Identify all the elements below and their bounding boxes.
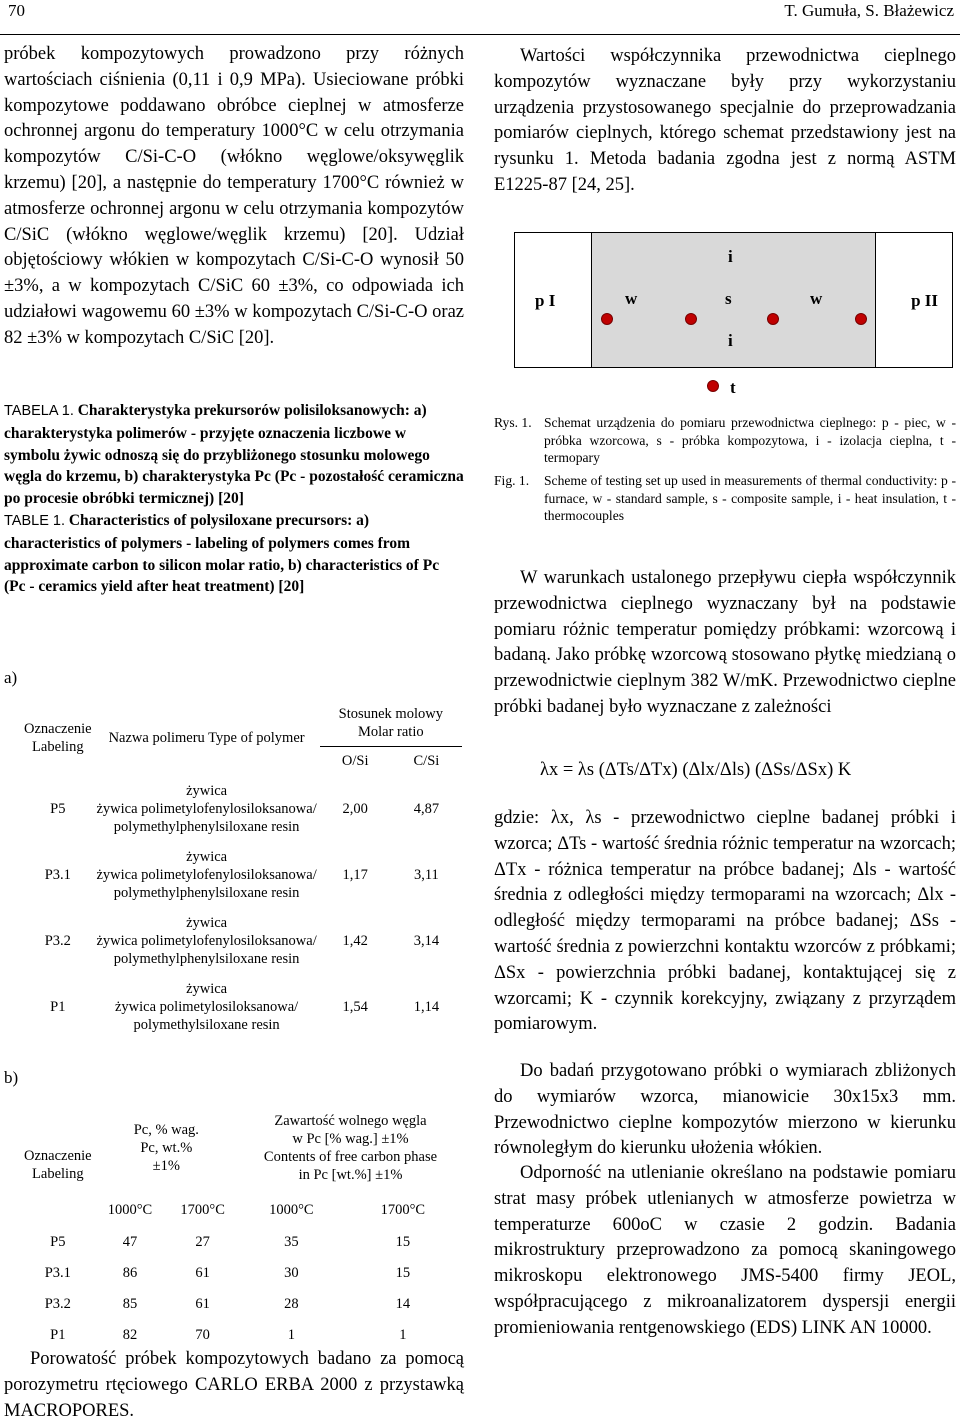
table-b-cell: 61 bbox=[195, 1265, 210, 1281]
table-b-header-label: Oznaczenie Labeling bbox=[24, 1148, 92, 1182]
table-a-cell-osi: 1,42 bbox=[342, 932, 368, 949]
table-a-cell-name-pl: żywica polimetylofenylosiloksanowa/ bbox=[96, 801, 317, 817]
right-paragraph-2: W warunkach ustalonego przepływu ciepła współczynnik przewodnictwa cieplnego wyznaczany był na podstawie pomiaru różnic temperatur pomiędzy próbkami: wzorcową i badaną. Jako próbkę wzorcową stosowano płytkę miedzianą o przewodnictwie cieplnym 382 W/mK. Przewodnictwo cieplne próbki badanej było wyznaczane z zależności bbox=[494, 568, 956, 717]
table-a-cell-name: żywica żywica polimetylofenylosiloksanowa/ polymethylphenylsiloxane resin bbox=[96, 915, 317, 967]
table-row bbox=[22, 1258, 462, 1289]
table-a-cell-label: P3.1 bbox=[44, 866, 71, 883]
figure-label-pII: p II bbox=[911, 291, 938, 310]
table-caption-pl-text: Charakterystyka prekursorów polisiloksanowych: a) charakterystyka polimerów - przyjęte oznaczenia liczbowe w symbolu żywic odnoszą się do przybliżonego stosunku molowego węgla do krzemu, b) charakterystyka Pc (Pc - pozostałość ceramiczna po procesie obróbki termicznej) [20] bbox=[4, 402, 464, 508]
figure-label-s: s bbox=[725, 289, 732, 308]
table-b-cell: 15 bbox=[395, 1265, 411, 1281]
figure-caption-en bbox=[494, 472, 956, 525]
figure-caption-en-label: Fig. 1. bbox=[494, 473, 530, 488]
page-number: 70 bbox=[8, 1, 25, 20]
table-a-cell-csi: 1,14 bbox=[413, 998, 440, 1015]
figure-label-w-left: w bbox=[625, 289, 638, 308]
table-b-cell: 1 bbox=[399, 1327, 407, 1343]
table-b-cell: 15 bbox=[395, 1234, 411, 1250]
thermocouple-marker bbox=[767, 313, 779, 325]
table-row bbox=[22, 1227, 462, 1258]
table-a-header-csi: C/Si bbox=[413, 752, 440, 769]
table-a-cell-csi: 3,11 bbox=[413, 866, 439, 883]
right-paragraph-1: Wartości współczynnika przewodnictwa cieplnego kompozytów wyznaczane były przy wykorzystaniu urządzenia przystosowanego specjalnie do przeprowadzania pomiarów cieplnych, którego schemat przedstawiony jest na rysunku 1. Metoda badania zgodna jest z normą ASTM E1225-87 [24, 25]. bbox=[494, 46, 956, 195]
figure-caption-pl-label: Rys. 1. bbox=[494, 415, 532, 430]
table-a-cell-osi: 1,17 bbox=[342, 866, 368, 883]
running-authors: T. Gumuła, S. Błażewicz bbox=[784, 1, 954, 20]
table-a-cell-osi: 2,00 bbox=[342, 800, 368, 817]
figure-caption-en-text: Scheme of testing set up used in measurements of thermal conductivity: p - furnace, w - standard sample, s - composite sample, i - heat insulation, t - thermocouples bbox=[544, 473, 956, 523]
figure-label-i-bottom: i bbox=[728, 331, 733, 350]
table-b-cell: 86 bbox=[122, 1265, 138, 1281]
table-caption-pl-label: TABELA 1. bbox=[4, 403, 74, 419]
thermocouple-legend-marker bbox=[707, 380, 719, 392]
table-b-header-row bbox=[22, 1103, 462, 1193]
thermocouple-marker bbox=[855, 313, 867, 325]
figure-label-pI: p I bbox=[535, 291, 556, 310]
table-b-label: b) bbox=[4, 1068, 19, 1087]
table-a-cell-name-pl: żywica polimetylosiloksanowa/ bbox=[114, 999, 299, 1015]
table-b-cell: 82 bbox=[122, 1327, 138, 1343]
figure-label-t: t bbox=[730, 378, 736, 397]
table-b-header-free-carbon bbox=[239, 1103, 462, 1193]
table-a-header-row bbox=[22, 700, 462, 746]
table-b-cell-label: P3.1 bbox=[44, 1265, 71, 1281]
table-b-header-pc-en: Pc, wt.% bbox=[140, 1140, 193, 1156]
figure-label-i-top: i bbox=[728, 247, 733, 266]
right-paragraph-4: Do badań przygotowano próbki o wymiarach zbliżonych do wymiarów wzorca, mianowicie 30x15x3 mm. Przewodnictwo cieplne kompozytów mierzono w kierunku równoległym do kierunku ułożenia włókien. bbox=[494, 1061, 956, 1159]
table-a-cell-name-en: polymethylsiloxane resin bbox=[133, 1017, 280, 1033]
table-a bbox=[22, 700, 462, 1040]
table-b-header-free-3: Contents of free carbon phase bbox=[263, 1149, 438, 1165]
table-a-cell-name: żywica żywica polimetylofenylosiloksanowa/ polymethylphenylsiloxane resin bbox=[96, 849, 317, 901]
figure-1-schematic bbox=[514, 232, 953, 368]
table-a-header-name: Nazwa polimeru Type of polymer bbox=[108, 730, 305, 746]
table-a-cell-label: P3.2 bbox=[44, 932, 71, 949]
page-header bbox=[0, 0, 960, 35]
thermocouple-marker bbox=[685, 313, 697, 325]
left-column bbox=[4, 42, 464, 352]
table-a-header-ratio: Stosunek molowy Molar ratio bbox=[320, 700, 462, 746]
table-a-cell-label: P5 bbox=[50, 800, 66, 817]
table-b-cell: 35 bbox=[284, 1234, 299, 1250]
right-paragraph-3: gdzie: λx, λs - przewodnictwo cieplne badanej próbki i wzorca; ΔTs - wartość średnia różnic temperatur na wzorcach; ΔTx - różnica temperatur na próbce badanej; Δls - wartość średnia z odległości między termoparami na wzorcach; Δlx - odległość między termoparami na próbce badanej; ΔSs - wartość średnia z powierzchni kontaktu wzorców z próbkami; ΔSx - powierzchnia próbki badanej, kontaktującej się z wzorcami; K - czynnik korekcyjny, związany z przyrządem pomiarowym. bbox=[494, 808, 956, 1035]
left-closing-paragraph: Porowatość próbek kompozytowych badano za pomocą porozymetru rtęciowego CARLO ERBA 2000 z przystawką MACROPORES. bbox=[4, 1349, 464, 1421]
table-b-header-free-1: Zawartość wolnego węgla bbox=[274, 1113, 427, 1129]
table-a-cell-name-en: polymethylphenylsiloxane resin bbox=[113, 885, 300, 901]
figure-label-w-right: w bbox=[810, 289, 823, 308]
table-b-cell: 70 bbox=[195, 1327, 210, 1343]
table-b-cell-label: P5 bbox=[50, 1234, 66, 1250]
table-row bbox=[22, 908, 462, 974]
table-b-cell: 27 bbox=[195, 1234, 210, 1250]
right-paragraph-5: Odporność na utlenianie określano na podstawie pomiaru strat masy próbek utlenianych w atmosferze powietrza w temperaturze 600oC w czasie 2 godzin. Badania mikrostruktury przeprowadzono za pomocą skaningowego mikroskopu elektronowego JMS-5400 firmy JEOL, współpracującego z mikroanalizatorem dyspersji energii promieniowania rentgenowskiego (EDS) LINK AN 10000. bbox=[494, 1163, 956, 1338]
table-b-header-pc-tol: ±1% bbox=[152, 1158, 180, 1174]
table-b bbox=[22, 1103, 462, 1351]
table-a-cell-name-en: polymethylphenylsiloxane resin bbox=[113, 951, 300, 967]
table-a-header-osi: O/Si bbox=[341, 752, 369, 769]
table-b-cell-label: P1 bbox=[50, 1327, 66, 1343]
table-caption-en-label: TABLE 1. bbox=[4, 512, 65, 529]
table-a-cell-name-en: polymethylphenylsiloxane resin bbox=[113, 819, 300, 835]
table-b-header-pc bbox=[94, 1103, 239, 1193]
figure-caption-pl-text: Schemat urządzenia do pomiaru przewodnictwa cieplnego: p - piec, w - próbka wzorcowa, s - próbka kompozytowa, i - izolacja cieplna, t - termopary bbox=[544, 415, 956, 465]
table-a-cell-csi: 3,14 bbox=[413, 932, 440, 949]
table-b-cell: 1 bbox=[287, 1327, 295, 1343]
table-b-header-free-2: w Pc [% wag.] ±1% bbox=[292, 1131, 409, 1147]
table-caption bbox=[4, 400, 464, 598]
table-b-cell: 85 bbox=[122, 1296, 138, 1312]
table-a-label: a) bbox=[4, 668, 18, 687]
table-b-cell: 61 bbox=[195, 1296, 210, 1312]
thermocouple-marker bbox=[601, 313, 613, 325]
table-row bbox=[22, 842, 462, 908]
figure-caption-pl bbox=[494, 414, 956, 467]
table-b-temp: 1000°C bbox=[269, 1201, 314, 1218]
table-caption-pl bbox=[4, 400, 464, 510]
thermal-conductivity-formula: λx = λs (ΔTs/ΔTx) (Δlx/Δls) (ΔSs/ΔSx) K bbox=[540, 760, 852, 780]
table-b-cell: 14 bbox=[395, 1296, 411, 1312]
table-a-cell-name: żywica żywica polimetylosiloksanowa/ polymethylsiloxane resin bbox=[94, 974, 320, 1040]
table-row bbox=[22, 776, 462, 842]
table-b-temp: 1000°C bbox=[107, 1201, 153, 1218]
table-a-header-label: Oznaczenie Labeling bbox=[24, 721, 92, 755]
table-caption-en bbox=[4, 510, 464, 598]
table-a-cell-csi: 4,87 bbox=[413, 800, 440, 817]
left-paragraph-1: próbek kompozytowych prowadzono przy różnych wartościach ciśnienia (0,11 i 0,9 MPa). Usieciowane próbki kompozytowe poddawano obróbce cieplnej w atmosferze ochronnej argonu do temperatury 1000°C w celu otrzymania kompozytów C/Si-C-O (włókno węglowe/oksywęglik krzemu) [20], a następnie do temperatury 1700°C również w atmosferze ochronnej argonu w celu otrzymania kompozytów C/SiC (włókno węglowe/węglik krzemu) [20]. Udział objętościowy włókien w kompozytach C/Si-C-O wynosił 50 ±3%, a w kompozytach C/SiC 60 ±3%, co odpowiada ich udziałowi wagowemu 60 ±3% w kompozytach C/Si-C-O oraz 82 ±3% w kompozytach C/SiC [20]. bbox=[4, 44, 464, 348]
table-a-cell-label: P1 bbox=[50, 998, 66, 1015]
table-b-header-pc-pl: Pc, % wag. bbox=[133, 1122, 199, 1138]
table-b-header-free-4: in Pc [wt.%] ±1% bbox=[298, 1167, 403, 1183]
table-b-cell: 47 bbox=[122, 1234, 138, 1250]
table-b-temp: 1700°C bbox=[380, 1201, 426, 1218]
table-a-cell-name: żywica żywica polimetylofenylosiloksanowa/ polymethylphenylsiloxane resin bbox=[96, 783, 317, 835]
figure-inner-chamber bbox=[591, 233, 876, 367]
table-caption-en-text: Characteristics of polysiloxane precursors: a) characteristics of polymers - labeling of polymers comes from approximate carbon to silicon molar ratio, b) characteristics of Pc (Pc - ceramics yield after heat treatment) [20] bbox=[4, 511, 440, 596]
table-a-cell-name-pl: żywica polimetylofenylosiloksanowa/ bbox=[96, 933, 317, 949]
table-b-temp: 1700°C bbox=[180, 1201, 225, 1218]
table-b-cell-label: P3.2 bbox=[44, 1296, 71, 1312]
table-b-cell: 30 bbox=[284, 1265, 299, 1281]
table-a-cell-osi: 1,54 bbox=[342, 998, 368, 1015]
table-a-cell-name-pl: żywica polimetylofenylosiloksanowa/ bbox=[96, 867, 317, 883]
table-row bbox=[22, 974, 462, 1040]
table-b-cell: 28 bbox=[284, 1296, 299, 1312]
table-row bbox=[22, 1289, 462, 1320]
